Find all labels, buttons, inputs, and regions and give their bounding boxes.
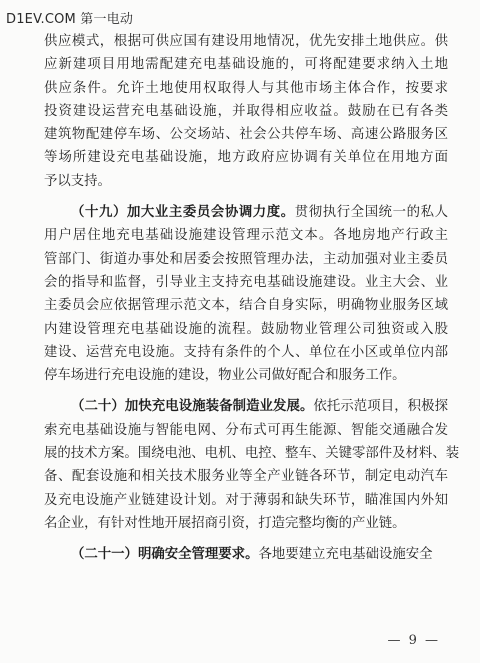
text-line: 供应模式，根据可供应国有建设用地情况，优先安排土地供应。供 (44, 34, 448, 49)
text-line: 用户居住地充电基础设施建设管理示范文本。各地房地产行政主 (44, 228, 448, 244)
text-line: 建设、运营充电设施。支持有条件的个人、单位在小区或单位内部 (44, 344, 448, 360)
text-line (44, 395, 448, 418)
text-line: 展的技术方案。围绕电池、电机、电控、整车、关键零部件及材料、装 (44, 446, 460, 462)
text-line: 及充电设施产业链建设计划。对于薄弱和缺失环节，瞄准国内外知 (44, 492, 448, 508)
watermark: D1EV.COM 第一电动 (6, 12, 134, 27)
text-line: 建筑物配建停车场、公交场站、社会公共停车场、高速公路服务区 (44, 127, 448, 143)
section-heading: （二十一）明确安全管理要求。 (71, 546, 259, 563)
text-span: 贯彻执行全国统一的私人 (294, 205, 449, 221)
text-line: 备、配套设施和相关技术服务业等全产业链各环节，制定电动汽车 (44, 469, 448, 485)
text-line: 投资建设运营充电基础设施，并取得相应收益。鼓励在已有各类 (44, 103, 448, 119)
page-number: — 9 — (387, 633, 440, 648)
text-line: 名企业，有针对性地开展招商引资，打造完整均衡的产业链。 (44, 515, 406, 531)
text-line: 停车场进行充电设施的建设，物业公司做好配合和服务工作。 (44, 368, 406, 384)
text-span: 依托示范项目，积极探 (313, 399, 448, 415)
paragraph-19 (44, 201, 448, 387)
text-line (44, 201, 448, 224)
section-heading: （十九）加大业主委员会协调力度。 (71, 204, 295, 221)
text-line: 内建设管理充电基础设施的流程。鼓励物业管理公司独资或入股 (44, 321, 448, 337)
text-line: 供应条件。允许土地使用权取得人与其他市场主体合作，按要求 (44, 80, 448, 96)
paragraph-21 (44, 543, 448, 566)
text-line: 会的指导和监督，引导业主支持充电基础设施建设。业主大会、业 (44, 274, 448, 290)
text-line: 主委员会应依据管理示范文本，结合自身实际，明确物业服务区域 (44, 298, 448, 314)
text-line: 管部门、街道办事处和居委会按照管理办法，主动加强对业主委员 (44, 251, 448, 267)
paragraph-land-supply (44, 30, 448, 193)
text-line: 等场所建设充电基础设施，地方政府应协调有关单位在用地方面 (44, 150, 448, 166)
text-line: 予以支持。 (44, 173, 111, 189)
text-span: 各地要建立充电基础设施安全 (258, 547, 433, 563)
text-line: 应新建项目用地需配建充电基础设施的，可将配建要求纳入土地 (44, 57, 448, 73)
text-line: 索充电基础设施与智能电网、分布式可再生能源、智能交通融合发 (44, 422, 448, 438)
body-text (44, 30, 460, 567)
text-line (44, 543, 448, 566)
section-heading: （二十）加快充电设施装备制造业发展。 (71, 398, 314, 415)
paragraph-20 (44, 395, 460, 535)
